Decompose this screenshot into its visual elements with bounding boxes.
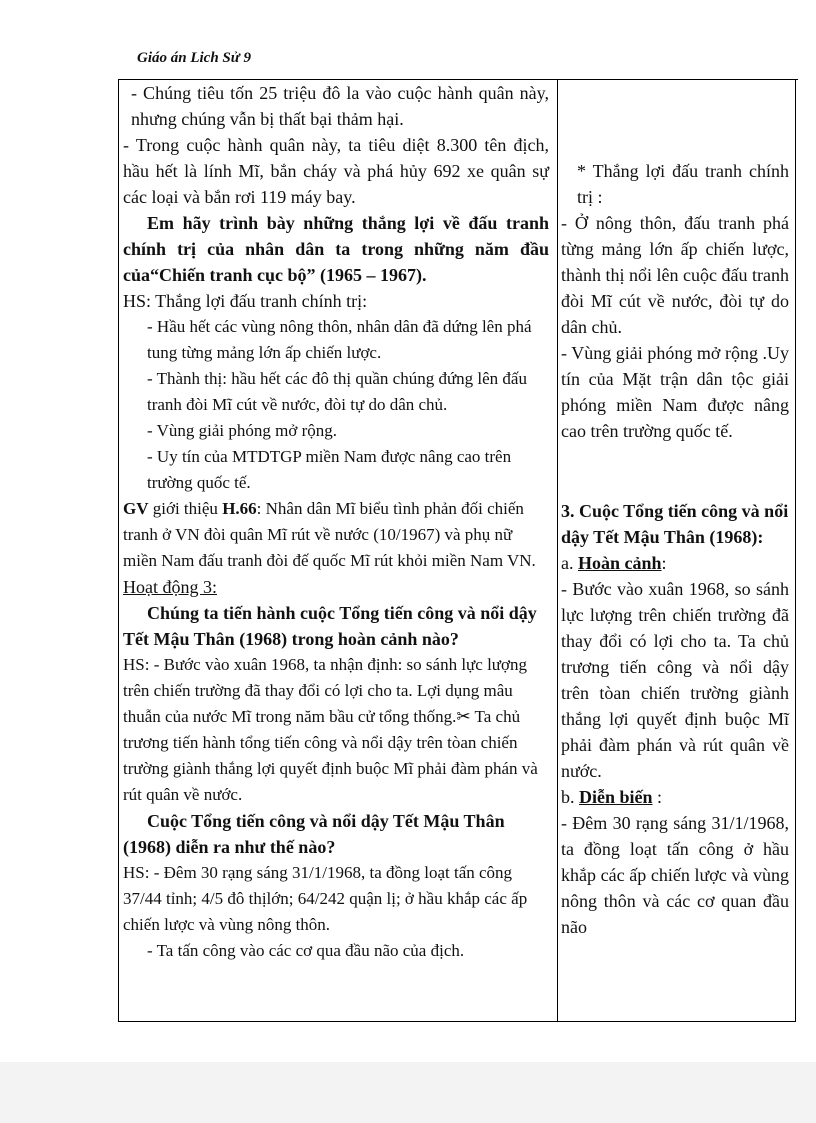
student-answer-2: HS: - Bước vào xuân 1968, ta nhận định: so sánh lực lượng trên chiến trường đã thay đổi có lợi cho ta. Lợi dụng mâu thuẫn của nước Mĩ trong năm bầu cử tổng thống.✂ Ta chủ trương tiến hành tổng tiến công và nổi dậy trên tòan chiến trường giành thắng lợi quyết định buộc Mĩ phải đàm phán và rút quân về nước. (123, 655, 538, 804)
subsection-b-title: Diễn biến (579, 787, 653, 807)
teacher-text-rest: : Nhân dân Mĩ biểu tình phản đối chiến tranh ở VN đòi quân Mĩ rút về nước (10/1967) và phụ nữ miền Nam đấu tranh đòi đế quốc Mĩ rút khỏi miền Nam VN. (123, 499, 536, 570)
student-answer-1: HS: Thắng lợi đấu tranh chính trị: (123, 291, 368, 311)
subsection-a-label: a. (561, 553, 578, 573)
answer-bullet-2: - Thành thị: hầu hết các đô thị quần chúng đứng lên đấu tranh đòi Mĩ cút về nước, đòi tự do dân chủ. (147, 369, 527, 414)
teacher-label: GV (123, 499, 149, 518)
teacher-note (123, 496, 549, 574)
lesson-table (118, 80, 796, 1022)
column-divider (557, 80, 558, 1021)
left-paragraph-2: - Trong cuộc hành quân này, ta tiêu diệt 8.300 tên địch, hầu hết là lính Mĩ, bắn cháy và phá hủy 692 xe quân sự các loại và bắn rơi 119 máy bay. (123, 135, 549, 207)
subsection-b-colon: : (652, 787, 663, 807)
answer-bullet-5: - Ta tấn công vào các cơ qua đầu não của địch. (147, 941, 465, 960)
question-1: Em hãy trình bày những thắng lợi về đấu tranh chính trị của nhân dân ta trong những năm đầu của“Chiến tranh cục bộ” (1965 – 1967). (123, 213, 549, 285)
activity-heading: Hoạt động 3: (123, 577, 217, 597)
political-victory-title: * Thắng lợi đấu tranh chính trị : (577, 161, 789, 207)
right-column (561, 80, 789, 940)
question-3: Cuộc Tổng tiến công và nổi dậy Tết Mậu Thân (1968) diễn ra như thế nào? (123, 811, 505, 857)
subsection-b-label: b. (561, 787, 579, 807)
answer-bullet-1: - Hầu hết các vùng nông thôn, nhân dân đã dứng lên phá tung từng mảng lớn ấp chiến lược. (147, 317, 532, 362)
subsection-a-heading (561, 550, 789, 576)
section-3-title: 3. Cuộc Tổng tiến công và nổi dậy Tết Mậu Thân (1968): (561, 501, 789, 547)
subsection-a-colon: : (661, 553, 667, 573)
political-victory-text-2: - Vùng giải phóng mở rộng .Uy tín của Mặt trận dân tộc giải phóng miền Nam được nâng cao trên trường quốc tế. (561, 343, 789, 441)
subsection-a-text: - Bước vào xuân 1968, so sánh lực lượng trên chiến trường đã thay đổi có lợi cho ta. Ta chủ trương tiến công và nổi dậy trên tòan chiến trường giành thắng lợi quyết định buộc Mĩ phải đàm phán và rút quân về nước. (561, 579, 789, 781)
subsection-b-text: - Đêm 30 rạng sáng 31/1/1968, ta đồng loạt tấn công ở hầu khắp các ấp chiến lược và vùng nông thôn và các cơ quan đầu não (561, 813, 789, 937)
student-answer-3: HS: - Đêm 30 rạng sáng 31/1/1968, ta đồng loạt tấn công 37/44 tỉnh; 4/5 đô thịlớn; 64/242 quận lị; ở hầu khắp các ấp chiến lược và vùng nông thôn. (123, 863, 528, 934)
answer-bullet-3: - Vùng giải phóng mở rộng. (147, 421, 337, 440)
figure-reference: H.66 (222, 499, 257, 518)
page-footer-band (0, 1062, 816, 1123)
answer-bullet-4: - Uy tín của MTDTGP miền Nam được nâng cao trên trường quốc tế. (147, 447, 512, 492)
left-column (123, 80, 549, 964)
political-victory-text-1: - Ở nông thôn, đấu tranh phá từng mảng lớn ấp chiến lược, thành thị nổi lên cuộc đấu tranh đòi Mĩ cút về nước, đòi tự do dân chủ. (561, 213, 789, 337)
left-paragraph-1: - Chúng tiêu tốn 25 triệu đô la vào cuộc hành quân này, nhưng chúng vẫn bị thất bại thảm hại. (131, 83, 549, 129)
document-header: Giáo án Lich Sử 9 (137, 50, 252, 66)
subsection-b-heading (561, 784, 789, 810)
subsection-a-title: Hoàn cảnh (578, 553, 662, 573)
question-2: Chúng ta tiến hành cuộc Tổng tiến công và nổi dậy Tết Mậu Thân (1968) trong hoàn cảnh nào? (123, 603, 537, 649)
teacher-text-mid: giới thiệu (148, 499, 223, 518)
